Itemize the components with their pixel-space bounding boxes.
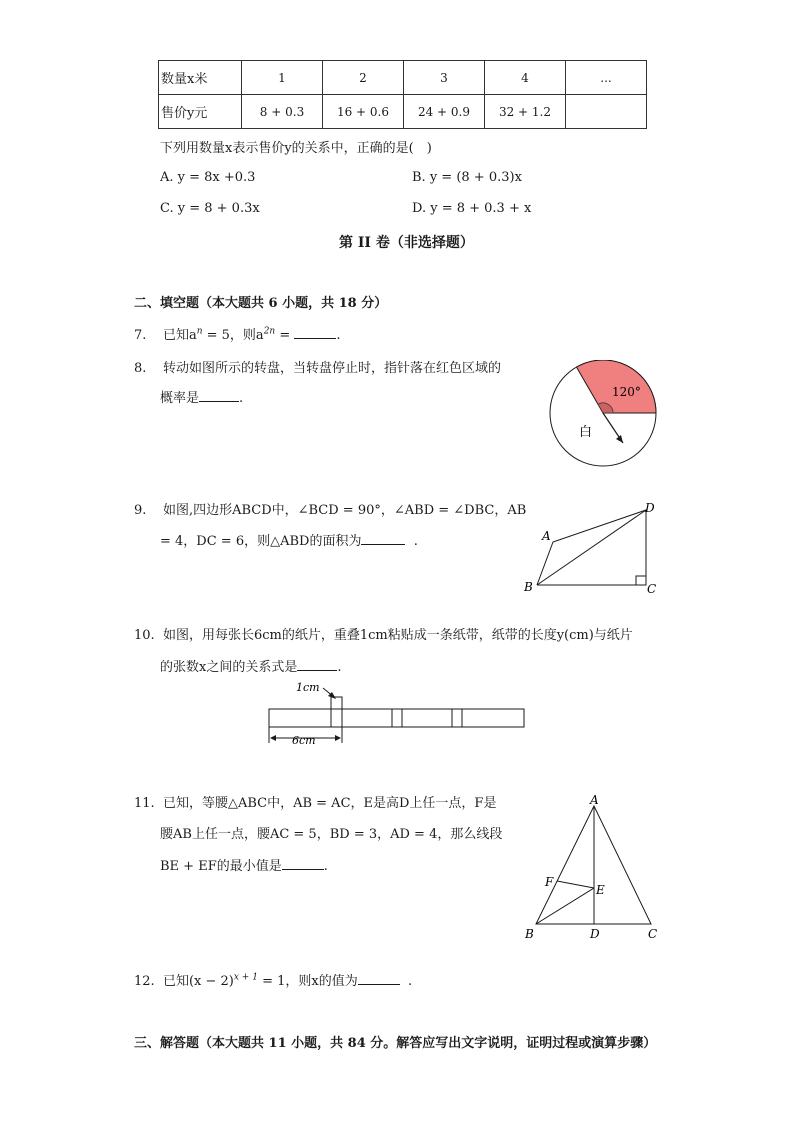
q7-text-c: = [275,328,295,343]
table-cell: 2 [323,61,404,95]
question-number: 8. [134,361,147,376]
dimension-arrow-left [270,735,276,741]
table-cell: 8 + 0.3 [242,95,323,129]
table-cell: 1 [242,61,323,95]
answer-blank [199,389,239,402]
question-8-line2 [160,387,243,406]
q10-end: . [337,660,342,675]
q7-text-a: 已知a [162,328,197,343]
label-a: A [590,793,599,807]
question-11-line1 [134,792,496,811]
label-1cm: 1cm [296,681,320,694]
table-cell [566,95,647,129]
white-region-label: 白 [579,425,593,440]
overlap-region [331,697,342,727]
triangle-figure [520,792,665,944]
table-cell: 4 [485,61,566,95]
q9-text-line2: = 4，DC = 6，则△ABD的面积为 [160,534,362,549]
label-c: C [648,927,658,941]
section-header-solutions: 三、解答题（本大题共 11 小题，共 84 分。解答应写出文字说明，证明过程或演算步骤） [134,1036,657,1051]
q11-text-line3: BE + EF的最小值是 [160,859,282,874]
question-9-line1 [134,499,526,518]
answer-blank [294,326,336,339]
option-c: C. y = 8 + 0.3x [160,201,260,216]
label-b: B [525,927,534,941]
table-cell: ... [566,61,647,95]
question-11-line2: 腰AB上任一点，腰AC = 5，BD = 3，AD = 4，那么线段 [160,827,503,842]
label-6cm: 6cm [292,734,316,747]
q11-end: . [323,859,328,874]
question-number: 7. [134,328,147,343]
q8-text-line2: 概率是 [160,391,200,406]
table-cell: 3 [404,61,485,95]
question-12 [134,970,412,989]
label-d: D [590,927,600,941]
question-10-line1 [134,624,633,643]
q7-sup-2n: 2n [263,326,276,337]
option-a: A. y = 8x +0.3 [160,170,256,185]
part-title: 第 II 卷（非选择题） [339,235,474,251]
q12-text-a: 已知(x − 2) [162,974,234,989]
q11-text-line1: 已知，等腰△ABC中，AB = AC，E是高D上任一点，F是 [162,796,497,811]
q8-text-line1: 转动如图所示的转盘，当转盘停止时，指针落在红色区域的 [162,361,501,376]
diagonal-bd [537,510,646,585]
section-header-fill-in: 二、填空题（本大题共 6 小题，共 18 分） [134,296,388,311]
dimension-arrow-right [335,735,341,741]
question-11-line3 [160,855,328,874]
answer-blank [282,857,324,870]
table-cell: 16 + 0.6 [323,95,404,129]
question-10-line2 [160,656,341,675]
question-8-line1 [134,357,501,376]
label-b: B [524,580,533,594]
table-head-quantity: 数量x米 [159,61,242,95]
quadrilateral-figure [520,496,665,600]
q9-end: . [413,534,418,549]
q10-text-line2: 的张数x之间的关系式是 [160,660,298,675]
right-angle-mark [636,576,646,585]
question-7 [134,324,341,343]
q12-end: . [407,974,413,989]
question-9-line2 [160,530,418,549]
table-head-price: 售价y元 [159,95,242,129]
answer-blank [297,658,337,671]
question-number: 9. [134,503,147,518]
table-cell: 24 + 0.9 [404,95,485,129]
label-e: E [596,883,605,897]
table-cell: 32 + 1.2 [485,95,566,129]
q12-exponent: x + 1 [233,972,258,983]
spinner-figure [546,360,662,472]
q7-sup-n: n [196,326,203,337]
paper-strip-figure [262,678,532,748]
q12-text-b: = 1，则x的值为 [257,974,358,989]
q8-end: . [239,391,244,406]
question-number: 11. [134,796,155,811]
q7-text-b: = 5，则a [202,328,264,343]
q9-text-line1: 如图,四边形ABCD中，∠BCD = 90°，∠ABD = ∠DBC，AB [162,503,527,518]
label-c: C [647,582,657,596]
paper-strip [269,709,524,727]
q7-end: . [336,328,341,343]
table-row [159,95,647,129]
option-b: B. y = (8 + 0.3)x [412,170,522,185]
label-f: F [545,875,554,889]
option-d: D. y = 8 + 0.3 + x [412,201,532,216]
answer-blank [361,532,405,545]
question-number: 12. [134,974,155,989]
price-table [158,60,647,129]
answer-blank [358,972,400,985]
question-prompt: 下列用数量x表示售价y的关系中，正确的是( ) [160,141,432,156]
question-number: 10. [134,628,155,643]
angle-label: 120° [612,385,641,399]
q10-text-line1: 如图，用每张长6cm的纸片，重叠1cm粘贴成一条纸带，纸带的长度y(cm)与纸片 [162,628,633,643]
segment-fe [557,881,594,888]
label-a: A [542,529,551,543]
table-row [159,61,647,95]
label-d: D [645,501,655,515]
